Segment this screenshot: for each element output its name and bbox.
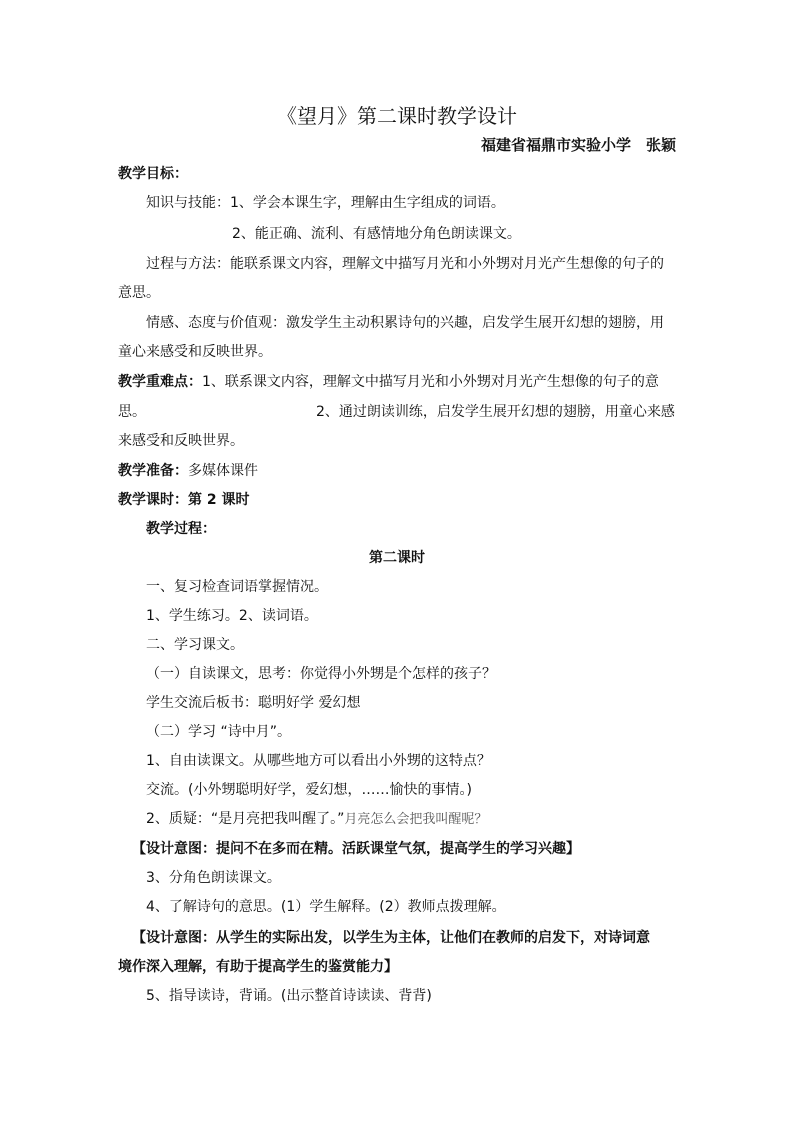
section-1-items: 1、学生练习。2、读词语。: [146, 608, 318, 624]
section-2-item-2: [146, 810, 487, 829]
key-points-line-2a: 思。: [118, 404, 146, 420]
question-followup: 月亮怎么会把我叫醒呢？: [344, 812, 488, 827]
objective-process-2: 意思。: [118, 285, 160, 301]
section-2: 二、学习课文。: [146, 637, 244, 653]
question-text: 2、质疑：“是月亮把我叫醒了。”: [146, 811, 345, 827]
process-heading: 教学过程：: [146, 521, 216, 537]
objective-emotion-1: 情感、态度与价值观：激发学生主动积累诗句的兴趣，启发学生展开幻想的翅膀，用: [146, 315, 664, 331]
preparation-label: 教学准备：: [118, 463, 188, 479]
section-2-question-1: （一）自读课文，思考：你觉得小外甥是个怎样的孩子？: [146, 666, 496, 682]
section-2-item-1-exchange: 交流。(小外甥聪明好学，爱幻想，……愉快的事情。): [146, 782, 472, 798]
design-intent-1: 【设计意图：提问不在多而在精。活跃课堂气氛，提高学生的学习兴趣】: [132, 841, 580, 857]
document-title: 《望月》第二课时教学设计: [277, 104, 517, 128]
objective-knowledge-1: 知识与技能：1、学会本课生字，理解由生字组成的词语。: [146, 195, 505, 211]
key-points-label: 教学重难点：: [118, 374, 202, 390]
design-intent-2-line-1: 【设计意图：从学生的实际出发，以学生为主体，让他们在教师的启发下，对诗词意: [132, 930, 650, 946]
objective-knowledge-2: 2、能正确、流利、有感情地分角色朗读课文。: [232, 226, 521, 242]
section-2-item-4: 4、了解诗句的意思。(1）学生解释。(2）教师点拨理解。: [146, 899, 506, 915]
objective-process-1: 过程与方法：能联系课文内容，理解文中描写月光和小外甥对月光产生想像的句子的: [146, 256, 664, 272]
preparation-line: [118, 462, 258, 480]
section-2-item-5: 5、指导读诗，背诵。(出示整首诗读读、背背): [146, 988, 432, 1004]
objective-emotion-2: 童心来感受和反映世界。: [118, 344, 272, 360]
section-2-board: 学生交流后板书：聪明好学 爱幻想: [146, 695, 361, 711]
section-1: 一、复习检查词语掌握情况。: [146, 579, 328, 595]
author-line: 福建省福鼎市实验小学 张颖: [480, 136, 676, 154]
objectives-heading: 教学目标：: [118, 166, 188, 182]
hours-line: 教学课时：第 2 课时: [118, 492, 250, 508]
section-2-question-2: （二）学习 “诗中月”。: [146, 724, 291, 740]
section-2-item-1: 1、自由读课文。从哪些地方可以看出小外甥的这特点？: [146, 753, 491, 769]
preparation-value: 多媒体课件: [188, 463, 258, 479]
design-intent-2-line-2: 境作深入理解，有助于提高学生的鉴赏能力】: [118, 959, 398, 975]
lesson-heading: 第二课时: [369, 550, 425, 566]
key-points-text-1: 1、联系课文内容，理解文中描写月光和小外甥对月光产生想像的句子的意: [202, 374, 659, 390]
key-points-line-3: 来感受和反映世界。: [118, 433, 244, 449]
section-2-item-3: 3、分角色朗读课文。: [146, 870, 281, 886]
key-points-line-1: [118, 373, 659, 391]
key-points-line-2b: 2、通过朗读训练，启发学生展开幻想的翅膀，用童心来感: [316, 404, 675, 420]
